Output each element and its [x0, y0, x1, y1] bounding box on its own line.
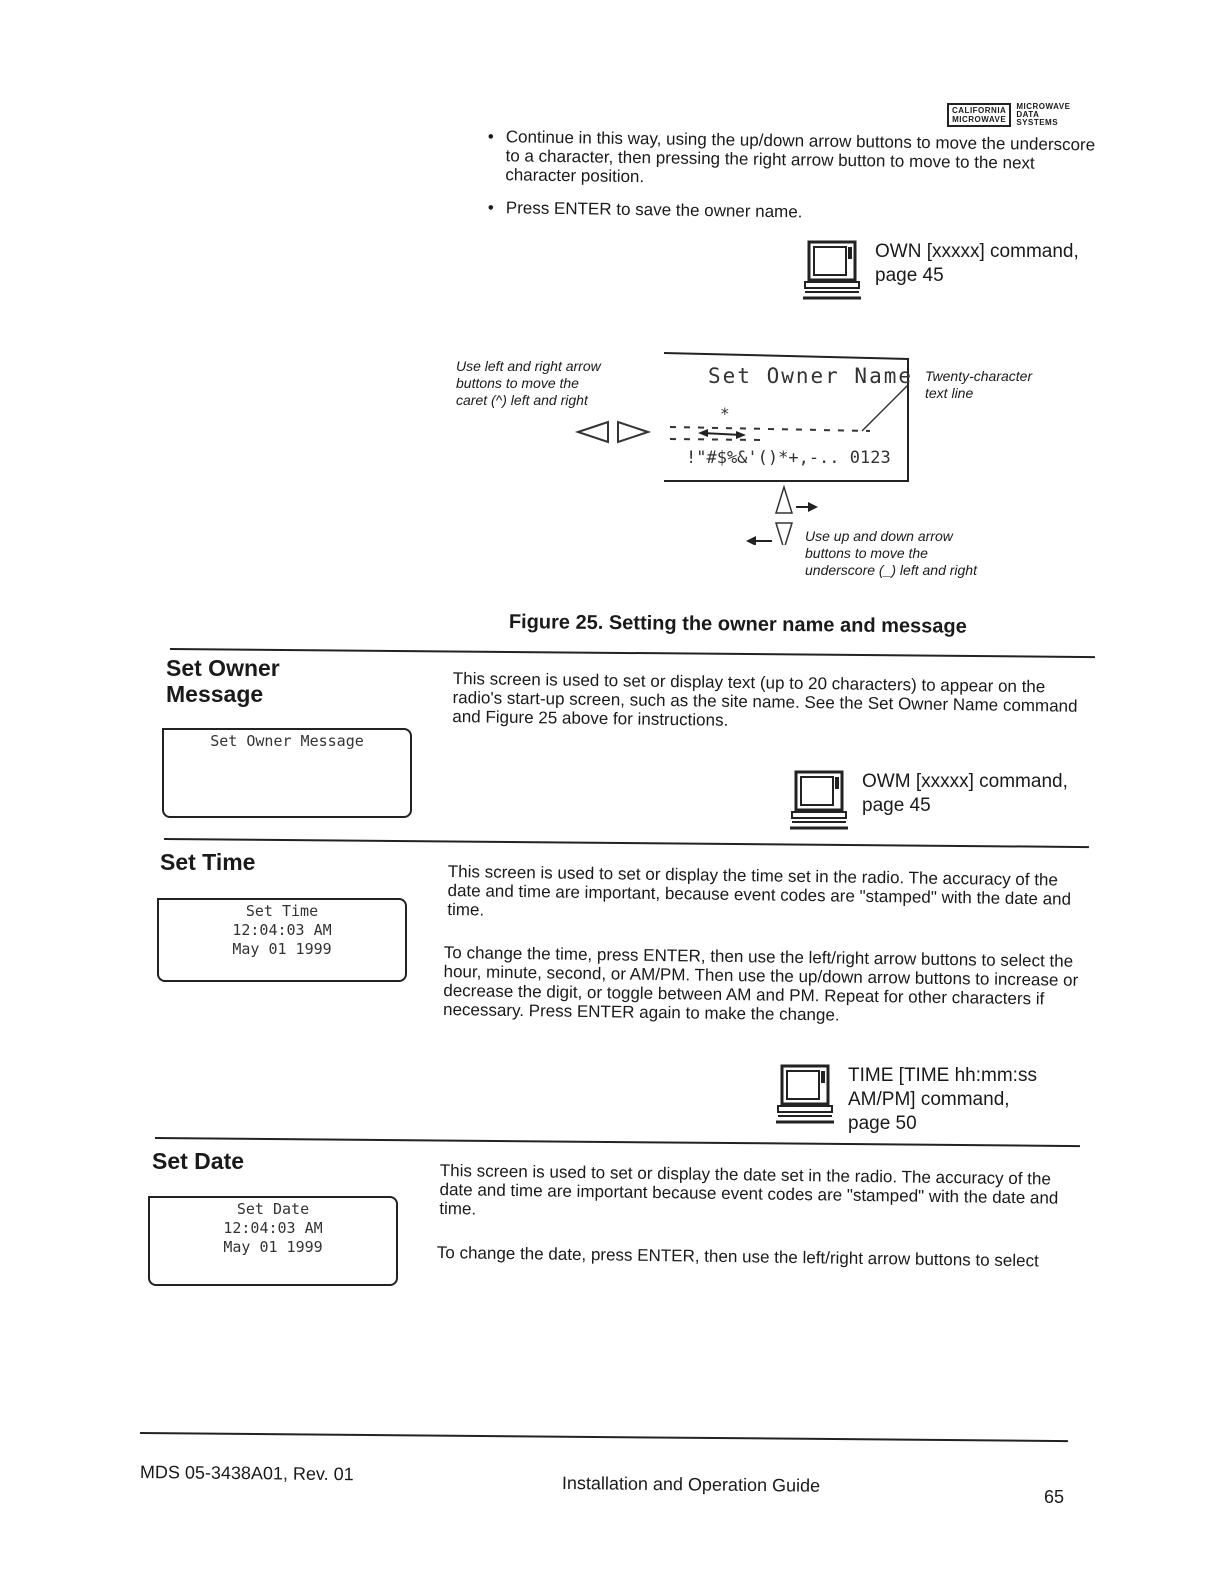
logo-right	[1016, 103, 1070, 127]
bullet-dot: •	[487, 198, 494, 218]
set-time-body2: To change the time, press ENTER, then use the left/right arrow buttons to select the hour, minute, second, or AM/PM. Then use the up/down arrow buttons to increase or decrease the digit, or toggle between AM and PM. Repeat for other characters if necessary. Press ENTER again to make the change.	[442, 943, 1079, 1025]
xref-own-line2: page 45	[875, 265, 944, 286]
footer-guide-title: Installation and Operation Guide	[561, 1473, 821, 1496]
title-line: Set Owner	[166, 655, 280, 681]
lcd-owner-message	[162, 728, 412, 818]
logo-box-line2: MICROWAVE	[952, 115, 1007, 124]
bullet-dot: •	[487, 127, 494, 147]
lcd-set-time	[157, 898, 407, 982]
title-line: Message	[166, 681, 264, 707]
right-arrow-icon	[618, 422, 648, 442]
company-logo	[947, 103, 1070, 127]
xref-owm	[790, 770, 1068, 830]
xref-owm-line2: page 45	[862, 795, 931, 816]
computer-icon	[790, 770, 848, 830]
logo-box-line1: CALIFORNIA	[952, 106, 1007, 115]
bullet-text: Press ENTER to save the owner name.	[505, 198, 803, 222]
xref-time-line2: AM/PM] command,	[848, 1089, 1010, 1110]
down-arrow-icon	[776, 523, 792, 545]
computer-icon	[803, 240, 861, 300]
lcd-line: Set Time	[245, 902, 319, 920]
xref-time	[776, 1064, 1037, 1136]
figure-lcd-title: Set Owner Name	[708, 364, 914, 388]
owner-message-body: This screen is used to set or display text (up to 20 characters) to appear on the radio's start-up screen, such as the site name. See the Set Owner Name command and Figure 25 above for instructions.	[452, 669, 1078, 730]
xref-time-line1: TIME [TIME hh:mm:ss	[848, 1065, 1037, 1086]
logo-right-line1: MICROWAVE	[1016, 102, 1071, 111]
section-title-owner-message	[166, 655, 280, 707]
set-time-body1: This screen is used to set or display the time set in the radio. The accuracy of the date and time are important, because event codes are "stamped" with the date and time.	[447, 862, 1072, 920]
xref-owm-line1: OWM [xxxxx] command,	[862, 771, 1068, 792]
figure-right-note: Twenty-character text line	[925, 368, 1033, 401]
section-divider	[164, 838, 1089, 848]
lcd-line: 12:04:03 AM	[223, 1219, 323, 1237]
section-divider	[170, 648, 1095, 658]
computer-icon	[776, 1064, 834, 1124]
set-date-body1: This screen is used to set or display the date set in the radio. The accuracy of the date and time are important because event codes are "stamped" with the date and time.	[439, 1161, 1059, 1219]
logo-box	[947, 103, 1011, 127]
bullet-list	[487, 127, 1110, 222]
set-date-body2: To change the date, press ENTER, then use the left/right arrow buttons to select	[436, 1243, 1039, 1271]
footer-page-number: 65	[1044, 1487, 1065, 1507]
footer-doc-number: MDS 05-3438A01, Rev. 01	[139, 1462, 354, 1485]
up-arrow-icon	[776, 487, 792, 513]
figure-bottom-note: Use up and down arrow buttons to move the underscore (_) left and right	[805, 528, 977, 578]
figure-charset-line: !"#$%&'()*+,-.. 0123	[686, 448, 891, 468]
lcd-set-date	[148, 1196, 398, 1286]
section-title-set-time: Set Time	[160, 849, 256, 875]
xref-own	[803, 240, 1079, 300]
lcd-line: May 01 1999	[232, 940, 332, 958]
section-title-set-date: Set Date	[152, 1148, 245, 1174]
lcd-line: 12:04:03 AM	[232, 921, 332, 939]
logo-right-line3: SYSTEMS	[1016, 118, 1059, 127]
figure-caret-star: *	[720, 404, 730, 423]
figure-caption: Figure 25. Setting the owner name and message	[508, 611, 967, 638]
bullet-item	[488, 198, 1110, 226]
xref-time-line3: page 50	[848, 1113, 917, 1134]
lcd-line: Set Date	[236, 1200, 310, 1218]
footer-rule	[140, 1432, 1068, 1442]
lcd-line: Set Owner Message	[210, 732, 364, 750]
logo-right-line2: DATA	[1016, 110, 1040, 119]
lcd-line: May 01 1999	[223, 1238, 323, 1256]
xref-own-line1: OWN [xxxxx] command,	[875, 241, 1079, 262]
bullet-item	[487, 127, 1110, 193]
section-divider	[155, 1137, 1080, 1147]
figure-left-note: Use left and right arrow buttons to move the caret (^) left and right	[456, 358, 601, 408]
left-arrow-icon	[578, 422, 608, 442]
bullet-text: Continue in this way, using the up/down arrow buttons to move the underscore to a character, then pressing the right arrow button to move to the next character position.	[505, 127, 1096, 187]
